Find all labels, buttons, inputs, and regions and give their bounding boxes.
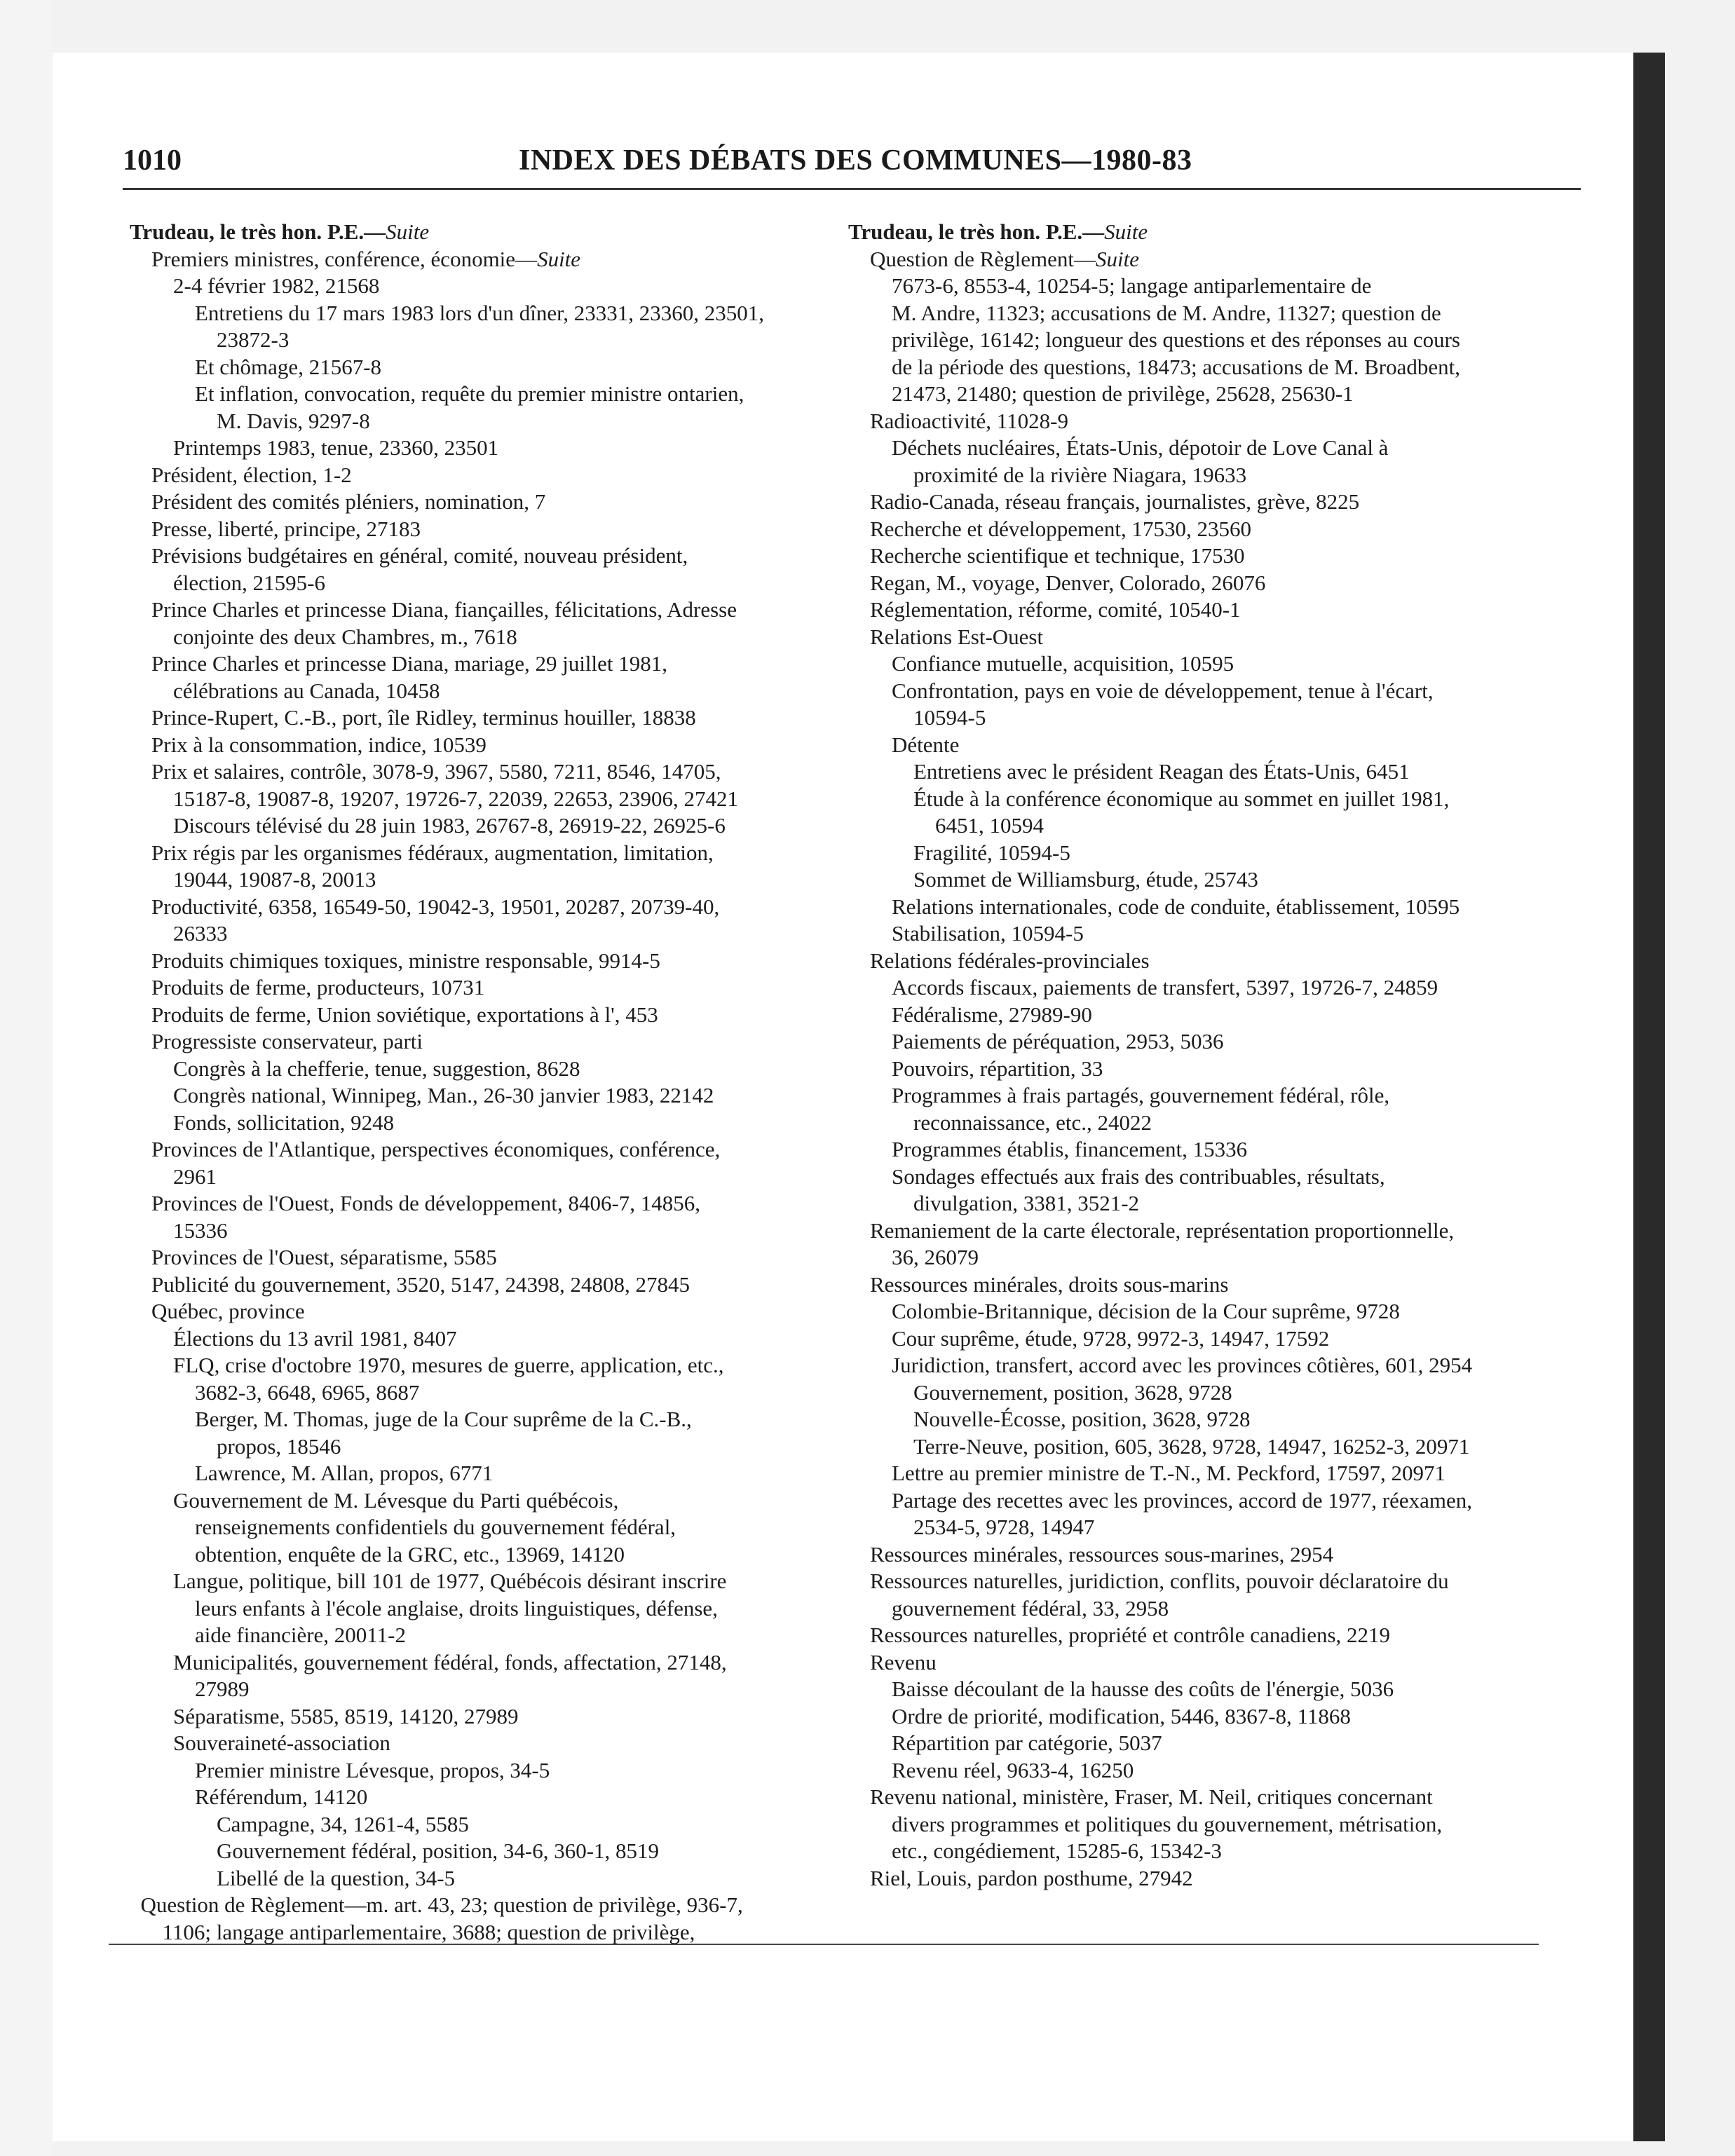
index-entry: 27989	[195, 1677, 250, 1701]
index-entry: Terre-Neuve, position, 605, 3628, 9728, 14947, 16252-3, 20971	[913, 1433, 1470, 1459]
page-number: 1010	[123, 144, 182, 177]
index-entry: renseignements confidentiels du gouvernement fédéral,	[195, 1515, 676, 1539]
index-entry: Pouvoirs, répartition, 33	[892, 1056, 1103, 1081]
index-entry: Prix régis par les organismes fédéraux, augmentation, limitation,	[151, 840, 714, 865]
index-entry: Référendum, 14120	[195, 1785, 368, 1809]
index-entry: Progressiste conservateur, parti	[151, 1029, 423, 1053]
index-entry: Programmes à frais partagés, gouvernement fédéral, rôle,	[892, 1083, 1390, 1107]
index-entry: Gouvernement, position, 3628, 9728	[913, 1379, 1232, 1405]
index-entry: 1106; langage antiparlementaire, 3688; question de privilège,	[162, 1919, 695, 1944]
index-entry: Fédéralisme, 27989-90	[892, 1002, 1092, 1027]
index-entry: Ressources naturelles, juridiction, conflits, pouvoir déclaratoire du	[870, 1569, 1449, 1593]
index-entry: reconnaissance, etc., 24022	[913, 1110, 1152, 1135]
index-entry: Ressources minérales, droits sous-marins	[870, 1271, 1229, 1297]
index-entry: Radioactivité, 11028-9	[870, 408, 1068, 433]
index-entry: Premiers ministres, conférence, économie—Suite	[151, 246, 581, 271]
index-entry: Partage des recettes avec les provinces, accord de 1977, réexamen,	[892, 1487, 1472, 1513]
index-entry: divulgation, 3381, 3521-2	[913, 1191, 1140, 1215]
index-entry: 2-4 février 1982, 21568	[173, 273, 380, 298]
index-entry: Prince Charles et princesse Diana, fiançailles, félicitations, Adresse	[151, 597, 737, 622]
index-entry: Séparatisme, 5585, 8519, 14120, 27989	[173, 1703, 519, 1728]
index-entry: divers programmes et politiques du gouvernement, métrisation,	[892, 1811, 1443, 1836]
index-entry: Question de Règlement—Suite	[870, 246, 1139, 271]
index-entry: M. Andre, 11323; accusations de M. Andre, 11327; question de	[892, 300, 1441, 325]
index-entry: Déchets nucléaires, États-Unis, dépotoir de Love Canal à	[892, 435, 1389, 460]
index-entry: Souveraineté-association	[173, 1731, 390, 1755]
index-entry: aide financière, 20011-2	[195, 1623, 406, 1647]
footer-rule	[109, 1944, 1539, 1945]
index-entry: 6451, 10594	[935, 813, 1044, 838]
index-entry: 7673-6, 8553-4, 10254-5; langage antiparlementaire de	[892, 273, 1372, 298]
index-entry: Remaniement de la carte électorale, représentation proportionnelle,	[870, 1217, 1455, 1243]
index-entry: propos, 18546	[217, 1433, 341, 1459]
index-entry: Municipalités, gouvernement fédéral, fonds, affectation, 27148,	[173, 1649, 727, 1674]
index-entry: célébrations au Canada, 10458	[173, 678, 440, 703]
index-entry: Juridiction, transfert, accord avec les provinces côtières, 601, 2954	[892, 1353, 1473, 1377]
page-header	[123, 144, 1581, 186]
index-entry: 2534-5, 9728, 14947	[913, 1515, 1095, 1539]
index-entry: Élections du 13 avril 1981, 8407	[173, 1325, 457, 1351]
index-entry: 2961	[173, 1164, 217, 1189]
index-entry: Stabilisation, 10594-5	[892, 921, 1084, 946]
index-entry: Président des comités pléniers, nomination, 7	[151, 489, 546, 514]
index-entry: Réglementation, réforme, comité, 10540-1	[870, 597, 1241, 622]
index-entry: Congrès national, Winnipeg, Man., 26-30 janvier 1983, 22142	[173, 1083, 714, 1107]
index-entry: Et inflation, convocation, requête du premier ministre ontarien,	[195, 381, 744, 406]
index-entry: Discours télévisé du 28 juin 1983, 26767-8, 26919-22, 26925-6	[173, 813, 726, 838]
index-entry: Gouvernement de M. Lévesque du Parti québécois,	[173, 1487, 619, 1513]
scan-margin	[0, 0, 53, 2156]
index-entry: 3682-3, 6648, 6965, 8687	[195, 1379, 420, 1405]
scan-binding-bar	[1633, 53, 1665, 2141]
index-entry: Recherche scientifique et technique, 17530	[870, 543, 1245, 568]
index-entry: Recherche et développement, 17530, 23560	[870, 516, 1252, 541]
index-entry: Premier ministre Lévesque, propos, 34-5	[195, 1757, 550, 1782]
index-entry: Nouvelle-Écosse, position, 3628, 9728	[913, 1407, 1251, 1431]
index-entry: Productivité, 6358, 16549-50, 19042-3, 19501, 20287, 20739-40,	[151, 894, 720, 919]
index-entry: leurs enfants à l'école anglaise, droits linguistiques, défense,	[195, 1595, 718, 1621]
index-entry: 23872-3	[217, 327, 290, 352]
index-entry: Étude à la conférence économique au sommet en juillet 1981,	[913, 786, 1450, 811]
header-rule	[123, 188, 1581, 190]
index-heading: Trudeau, le très hon. P.E.—Suite	[848, 219, 1148, 244]
index-entry: Congrès à la chefferie, tenue, suggestion, 8628	[173, 1056, 580, 1081]
index-entry: gouvernement fédéral, 33, 2958	[892, 1595, 1169, 1621]
index-entry: M. Davis, 9297-8	[217, 408, 370, 433]
index-entry: Revenu	[870, 1649, 937, 1674]
index-entry: Programmes établis, financement, 15336	[892, 1137, 1248, 1161]
index-entry: Fragilité, 10594-5	[913, 840, 1070, 865]
index-entry: Et chômage, 21567-8	[195, 354, 382, 379]
index-entry: 21473, 21480; question de privilège, 25628, 25630-1	[892, 381, 1354, 406]
index-entry: Baisse découlant de la hausse des coûts de l'énergie, 5036	[892, 1677, 1394, 1701]
index-entry: Radio-Canada, réseau français, journalistes, grève, 8225	[870, 489, 1360, 514]
index-entry: Président, élection, 1-2	[151, 462, 352, 487]
index-entry: Prix à la consommation, indice, 10539	[151, 732, 487, 757]
index-entry: Prévisions budgétaires en général, comité, nouveau président,	[151, 543, 688, 568]
index-entry: Prince-Rupert, C.-B., port, île Ridley, terminus houiller, 18838	[151, 705, 696, 730]
index-entry: Campagne, 34, 1261-4, 5585	[217, 1811, 469, 1836]
index-entry: Québec, province	[151, 1299, 305, 1323]
index-entry: Entretiens avec le président Reagan des États-Unis, 6451	[913, 759, 1410, 784]
index-entry: Ressources naturelles, propriété et contrôle canadiens, 2219	[870, 1623, 1391, 1647]
index-entry: Colombie-Britannique, décision de la Cour suprême, 9728	[892, 1299, 1400, 1323]
index-heading: Trudeau, le très hon. P.E.—Suite	[130, 219, 430, 244]
index-entry: Fonds, sollicitation, 9248	[173, 1110, 395, 1135]
index-entry: 26333	[173, 921, 228, 946]
index-entry: Relations internationales, code de conduite, établissement, 10595	[892, 894, 1460, 919]
index-entry: Question de Règlement—m. art. 43, 23; question de privilège, 936-7,	[140, 1892, 743, 1917]
index-column-left	[130, 219, 831, 1946]
index-entry: Riel, Louis, pardon posthume, 27942	[870, 1865, 1193, 1890]
index-entry: de la période des questions, 18473; accusations de M. Broadbent,	[892, 354, 1460, 379]
index-entry: Libellé de la question, 34-5	[217, 1865, 456, 1890]
index-entry: Entretiens du 17 mars 1983 lors d'un dîner, 23331, 23360, 23501,	[195, 300, 764, 325]
index-entry: Confiance mutuelle, acquisition, 10595	[892, 651, 1234, 676]
index-entry: Langue, politique, bill 101 de 1977, Québécois désirant inscrire	[173, 1569, 727, 1593]
index-entry: Prince Charles et princesse Diana, mariage, 29 juillet 1981,	[151, 651, 668, 676]
index-entry: FLQ, crise d'octobre 1970, mesures de guerre, application, etc.,	[173, 1353, 724, 1377]
index-entry: Provinces de l'Atlantique, perspectives économiques, conférence,	[151, 1137, 721, 1161]
index-entry: Sondages effectués aux frais des contribuables, résultats,	[892, 1164, 1385, 1189]
index-entry: Produits de ferme, producteurs, 10731	[151, 975, 485, 999]
index-entry: 15336	[173, 1217, 228, 1243]
index-entry: Relations fédérales-provinciales	[870, 948, 1150, 973]
index-entry: obtention, enquête de la GRC, etc., 13969, 14120	[195, 1541, 625, 1567]
index-entry: Confrontation, pays en voie de développement, tenue à l'écart,	[892, 678, 1434, 703]
index-entry: proximité de la rivière Niagara, 19633	[913, 462, 1247, 487]
index-entry: conjointe des deux Chambres, m., 7618	[173, 624, 517, 649]
index-entry: Relations Est-Ouest	[870, 624, 1044, 649]
index-entry: Ressources minérales, ressources sous-marines, 2954	[870, 1541, 1334, 1567]
index-entry: 19044, 19087-8, 20013	[173, 867, 376, 892]
index-entry: Lawrence, M. Allan, propos, 6771	[195, 1461, 494, 1485]
index-entry: Ordre de priorité, modification, 5446, 8367-8, 11868	[892, 1703, 1351, 1728]
index-entry: Accords fiscaux, paiements de transfert, 5397, 19726-7, 24859	[892, 975, 1438, 999]
index-entry: Printemps 1983, tenue, 23360, 23501	[173, 435, 499, 460]
index-entry: Revenu réel, 9633-4, 16250	[892, 1757, 1134, 1782]
index-entry: 36, 26079	[892, 1245, 979, 1269]
index-entry: Prix et salaires, contrôle, 3078-9, 3967, 5580, 7211, 8546, 14705,	[151, 759, 721, 784]
index-entry: Produits de ferme, Union soviétique, exportations à l', 453	[151, 1002, 658, 1027]
index-entry: Paiements de péréquation, 2953, 5036	[892, 1029, 1224, 1053]
index-entry: Répartition par catégorie, 5037	[892, 1731, 1162, 1755]
index-entry: Sommet de Williamsburg, étude, 25743	[913, 867, 1258, 892]
running-title: INDEX DES DÉBATS DES COMMUNES—1980-83	[519, 144, 1192, 177]
index-entry: Presse, liberté, principe, 27183	[151, 516, 421, 541]
index-entry: Détente	[892, 732, 960, 757]
index-entry: Provinces de l'Ouest, Fonds de développement, 8406-7, 14856,	[151, 1191, 701, 1215]
index-entry: Gouvernement fédéral, position, 34-6, 360-1, 8519	[217, 1838, 660, 1863]
index-entry: Berger, M. Thomas, juge de la Cour suprême de la C.-B.,	[195, 1407, 692, 1431]
index-entry: etc., congédiement, 15285-6, 15342-3	[892, 1838, 1222, 1863]
index-entry: Lettre au premier ministre de T.-N., M. Peckford, 17597, 20971	[892, 1461, 1446, 1485]
index-entry: Publicité du gouvernement, 3520, 5147, 24398, 24808, 27845	[151, 1271, 690, 1297]
index-entry: 15187-8, 19087-8, 19207, 19726-7, 22039, 22653, 23906, 27421	[173, 786, 738, 811]
index-entry: Regan, M., voyage, Denver, Colorado, 26076	[870, 570, 1266, 595]
index-entry: privilège, 16142; longueur des questions et des réponses au cours	[892, 327, 1460, 352]
index-entry: Cour suprême, étude, 9728, 9972-3, 14947, 17592	[892, 1325, 1330, 1351]
index-entry: Produits chimiques toxiques, ministre responsable, 9914-5	[151, 948, 660, 973]
index-column-right	[848, 219, 1574, 1892]
index-entry: 10594-5	[913, 705, 986, 730]
index-entry: élection, 21595-6	[173, 570, 325, 595]
index-entry: Revenu national, ministère, Fraser, M. Neil, critiques concernant	[870, 1785, 1433, 1809]
index-entry: Provinces de l'Ouest, séparatisme, 5585	[151, 1245, 497, 1269]
